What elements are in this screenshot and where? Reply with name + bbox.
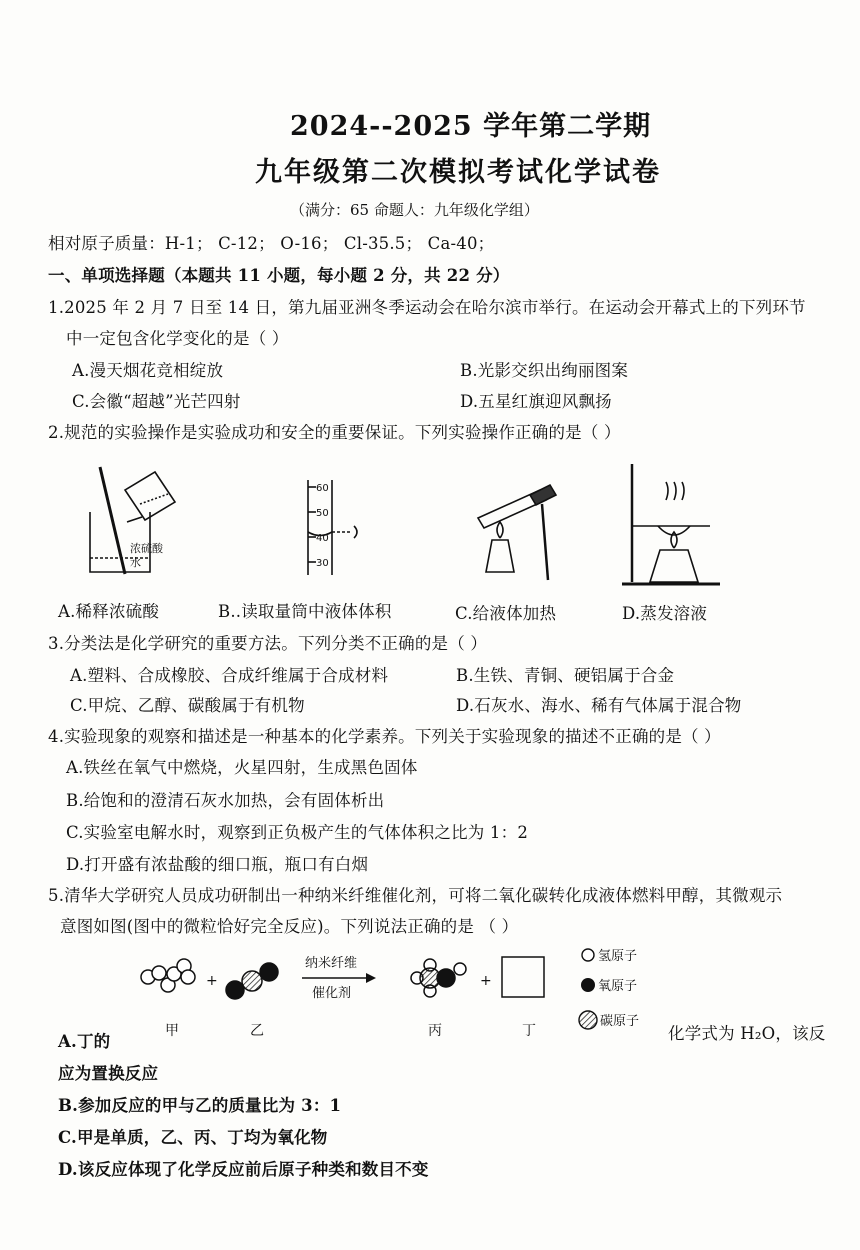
q2-option-d: D.蒸发溶液 — [622, 604, 708, 623]
q3-option-b: B.生铁、青铜、硬铝属于合金 — [456, 666, 675, 685]
q3-stem: 3.分类法是化学研究的重要方法。下列分类不正确的是（ ） — [48, 634, 488, 653]
q2-option-c: C.给液体加热 — [455, 604, 557, 623]
tube-clamp — [530, 485, 556, 505]
figure-dilute-acid — [80, 462, 200, 582]
q2-stem: 2.规范的实验操作是实验成功和安全的重要保证。下列实验操作正确的是（ ） — [48, 423, 621, 442]
tick-60: 60 — [316, 483, 329, 494]
q1-option-b: B.光影交织出绚丽图案 — [460, 361, 629, 380]
q1-option-d: D.五星红旗迎风飘扬 — [460, 392, 612, 411]
label-ding: 丁 — [522, 1023, 536, 1039]
catalyst-label-bottom: 催化剂 — [312, 986, 352, 1001]
q3-option-a: A.塑料、合成橡胶、合成纤维属于合成材料 — [70, 666, 389, 685]
q5-option-a-cont: 应为置换反应 — [58, 1064, 159, 1083]
evaporating-dish — [658, 526, 690, 535]
exam-info: （满分：65 命题人：九年级化学组） — [290, 201, 539, 219]
q1-option-c: C.会徽“超越”光芒四射 — [72, 392, 241, 411]
q5-stem-line2: 意图如图(图中的微粒恰好完全反应)。下列说法正确的是 （ ） — [60, 917, 519, 936]
steam — [666, 482, 684, 500]
q1-stem-line2: 中一定包含化学变化的是（ ） — [66, 329, 289, 348]
q4-option-d: D.打开盛有浓盐酸的细口瓶，瓶口有白烟 — [66, 855, 369, 874]
label-bing: 丙 — [428, 1023, 442, 1039]
q1-option-a: A.漫天烟花竞相绽放 — [72, 361, 224, 380]
q4-stem: 4.实验现象的观察和描述是一种基本的化学素养。下列关于实验现象的描述不正确的是（ ） — [48, 727, 721, 746]
q5-option-a-end: 化学式为 H₂O，该反 — [668, 1024, 826, 1043]
atomic-mass-line: 相对原子质量：H-1； C-12； O-16； Cl-35.5； Ca-40； — [48, 234, 495, 253]
figure-heat-liquid — [470, 480, 580, 590]
legend-o: 氧原子 — [598, 979, 638, 994]
label-jia: 甲 — [165, 1023, 179, 1039]
q5-option-b: B.参加反应的甲与乙的质量比为 3：1 — [58, 1096, 342, 1115]
catalyst-label-top: 纳米纤维 — [305, 956, 358, 971]
alcohol-lamp — [486, 540, 514, 572]
reactant-yi-co2 — [226, 963, 278, 999]
q4-option-b: B.给饱和的澄清石灰水加热，会有固体析出 — [66, 791, 385, 810]
svg-text:+: + — [480, 973, 492, 989]
reactant-jia-h2 — [141, 959, 195, 992]
flame-icon — [497, 522, 503, 538]
q4-option-c: C.实验室电解水时，观察到正负极产生的气体体积之比为 1：2 — [66, 823, 529, 842]
svg-text:+: + — [206, 973, 218, 989]
legend-o-icon — [581, 978, 595, 992]
clamp-handle — [542, 504, 548, 580]
q5-option-d: D.该反应体现了化学反应前后原子种类和数目不变 — [58, 1160, 429, 1179]
figure-evaporation — [620, 460, 730, 590]
eye-icon — [354, 526, 357, 538]
section-title: 一、单项选择题（本题共 11 小题，每小题 2 分，共 22 分） — [48, 266, 510, 285]
label-water: 水 — [130, 556, 141, 569]
reaction-micro-diagram — [130, 945, 690, 1045]
q5-option-a-start: A.丁的 — [58, 1032, 111, 1051]
figure-graduated-cylinder — [290, 475, 370, 585]
legend-c: 碳原子 — [600, 1014, 640, 1029]
legend-c-icon — [579, 1011, 597, 1029]
label-conc-acid: 浓硫酸 — [130, 542, 163, 555]
exam-term-title: 2024--2025 学年第二学期 — [290, 111, 652, 142]
tick-40: 40 — [316, 533, 329, 544]
legend-h: 氢原子 — [598, 949, 638, 964]
q1-stem-line1: 1.2025 年 2 月 7 日至 14 日，第九届亚洲冬季运动会在哈尔滨市举行。在运动会开幕式上的下列环节 — [48, 298, 806, 317]
q2-option-a: A.稀释浓硫酸 — [58, 602, 160, 621]
tick-50: 50 — [316, 508, 329, 519]
q5-option-c: C.甲是单质，乙、丙、丁均为氧化物 — [58, 1128, 328, 1147]
q3-option-d: D.石灰水、海水、稀有气体属于混合物 — [456, 696, 742, 715]
q5-stem-line1: 5.清华大学研究人员成功研制出一种纳米纤维催化剂，可将二氧化碳转化成液体燃料甲醇，其微观示 — [48, 886, 783, 905]
label-yi: 乙 — [250, 1023, 264, 1039]
tick-30: 30 — [316, 558, 329, 569]
product-bing-ch3oh — [411, 959, 466, 997]
product-ding-box — [502, 957, 544, 997]
legend-h-icon — [582, 949, 594, 961]
q3-option-c: C.甲烷、乙醇、碳酸属于有机物 — [70, 696, 305, 715]
exam-title: 九年级第二次模拟考试化学试卷 — [255, 157, 661, 188]
alcohol-lamp — [650, 550, 698, 582]
q2-option-b: B..读取量筒中液体体积 — [218, 602, 392, 621]
q4-option-a: A.铁丝在氧气中燃烧，火星四射，生成黑色固体 — [66, 758, 418, 777]
